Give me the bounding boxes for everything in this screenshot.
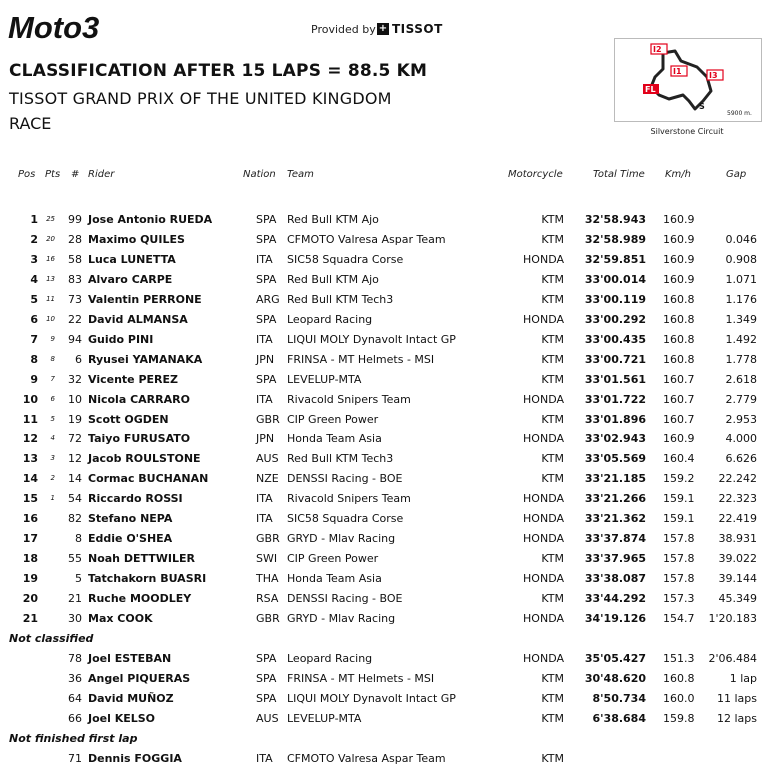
cell-moto: KTM <box>541 452 564 465</box>
cell-moto: HONDA <box>523 492 564 505</box>
col-pos: Pos <box>18 169 36 180</box>
table-row <box>0 472 770 488</box>
table-row <box>0 712 770 728</box>
cell-pts: 6 <box>50 395 55 403</box>
cell-rider: Nicola CARRARO <box>88 393 190 406</box>
cell-pts: 10 <box>46 315 55 323</box>
table-row <box>0 552 770 568</box>
cell-pts: 7 <box>50 375 55 383</box>
cell-rider: Guido PINI <box>88 333 154 346</box>
cell-moto: KTM <box>541 333 564 346</box>
cell-rider: Alvaro CARPE <box>88 273 173 286</box>
circuit-track <box>651 51 711 109</box>
cell-nation: SPA <box>256 373 277 386</box>
table-row <box>0 373 770 389</box>
cell-nation: ARG <box>256 293 280 306</box>
cell-pos: 13 <box>22 452 38 465</box>
cell-nation: GBR <box>256 532 280 545</box>
cell-kmh: 160.0 <box>663 692 695 705</box>
cell-gap: 1.071 <box>725 273 757 286</box>
cell-moto: KTM <box>541 712 564 725</box>
cell-kmh: 151.3 <box>663 652 695 665</box>
cell-nation: JPN <box>256 353 275 366</box>
cell-gap: 1.492 <box>725 333 757 346</box>
cell-time: 33'00.435 <box>584 333 646 346</box>
cell-pos: 3 <box>30 253 38 266</box>
cell-gap: 0.046 <box>725 233 757 246</box>
cell-team: CIP Green Power <box>287 413 379 426</box>
cell-num: 78 <box>68 652 82 665</box>
cell-moto: HONDA <box>523 393 564 406</box>
cell-team: Red Bull KTM Ajo <box>287 213 379 226</box>
table-row <box>0 692 770 708</box>
cell-gap: 1.778 <box>725 353 757 366</box>
cell-rider: Angel PIQUERAS <box>88 672 191 685</box>
table-row <box>0 672 770 688</box>
cell-rider: Dennis FOGGIA <box>88 752 182 765</box>
cell-moto: KTM <box>541 552 564 565</box>
cell-time: 32'59.851 <box>584 253 646 266</box>
cell-pos: 2 <box>30 233 38 246</box>
logo-text: Moto3 <box>8 12 100 42</box>
cell-team: FRINSA - MT Helmets - MSI <box>287 353 435 366</box>
marker-fl: FL <box>645 85 656 94</box>
cell-gap: 22.419 <box>718 512 757 525</box>
cell-time: 34'19.126 <box>584 612 646 625</box>
cell-nation: SPA <box>256 273 277 286</box>
marker-start: S <box>699 102 705 111</box>
cell-kmh: 160.4 <box>663 452 695 465</box>
cell-pts: 5 <box>50 415 55 423</box>
table-row <box>0 353 770 369</box>
cell-kmh: 160.9 <box>663 233 695 246</box>
cell-gap: 2.779 <box>725 393 757 406</box>
session-name: RACE <box>9 114 52 133</box>
cell-kmh: 160.8 <box>663 333 695 346</box>
cell-num: 64 <box>68 692 82 705</box>
cell-kmh: 160.9 <box>663 432 695 445</box>
circuit-map <box>614 38 762 122</box>
cell-nation: AUS <box>256 452 279 465</box>
cell-team: LEVELUP-MTA <box>287 373 362 386</box>
cell-moto: KTM <box>541 692 564 705</box>
cell-kmh: 160.9 <box>663 253 695 266</box>
col-team: Team <box>287 169 314 180</box>
cell-time: 33'00.119 <box>584 293 646 306</box>
cell-moto: KTM <box>541 413 564 426</box>
col-rider: Rider <box>88 169 115 180</box>
cell-kmh: 160.7 <box>663 413 695 426</box>
cell-num: 99 <box>68 213 82 226</box>
cell-team: Honda Team Asia <box>287 432 382 445</box>
cell-nation: RSA <box>256 592 279 605</box>
cell-moto: HONDA <box>523 612 564 625</box>
cell-gap: 6.626 <box>725 452 757 465</box>
cell-nation: SPA <box>256 213 277 226</box>
cell-rider: Taiyo FURUSATO <box>88 432 191 445</box>
cell-gap: 2.618 <box>725 373 757 386</box>
cell-rider: Eddie O'SHEA <box>88 532 173 545</box>
cell-num: 12 <box>68 452 82 465</box>
table-row <box>0 512 770 528</box>
table-row <box>0 233 770 249</box>
circuit-name: Silverstone Circuit <box>650 127 724 136</box>
cell-gap: 11 laps <box>716 692 757 705</box>
cell-moto: KTM <box>541 233 564 246</box>
cell-num: 21 <box>68 592 82 605</box>
sponsor-logo <box>377 22 443 36</box>
cell-nation: SPA <box>256 313 277 326</box>
cell-gap: 22.242 <box>718 472 757 485</box>
cell-team: LIQUI MOLY Dynavolt Intact GP <box>287 692 456 705</box>
cell-gap: 1 lap <box>729 672 757 685</box>
cell-nation: JPN <box>256 432 275 445</box>
cell-moto: KTM <box>541 672 564 685</box>
cell-nation: ITA <box>256 253 273 266</box>
cell-gap: 2.953 <box>725 413 757 426</box>
table-row <box>0 273 770 289</box>
cell-time: 33'37.965 <box>584 552 646 565</box>
table-row <box>0 752 770 768</box>
cell-num: 8 <box>75 532 82 545</box>
table-row <box>0 213 770 229</box>
cell-team: CFMOTO Valresa Aspar Team <box>287 233 446 246</box>
cell-nation: ITA <box>256 492 273 505</box>
tissot-cross-icon: + <box>378 23 388 34</box>
cell-time: 33'44.292 <box>584 592 646 605</box>
cell-nation: ITA <box>256 752 273 765</box>
cell-nation: AUS <box>256 712 279 725</box>
cell-num: 22 <box>68 313 82 326</box>
cell-team: CIP Green Power <box>287 552 379 565</box>
cell-nation: SPA <box>256 233 277 246</box>
table-row <box>0 612 770 628</box>
cell-pos: 4 <box>30 273 38 286</box>
cell-time: 30'48.620 <box>584 672 646 685</box>
cell-rider: Ruche MOODLEY <box>88 592 192 605</box>
cell-nation: NZE <box>256 472 279 485</box>
cell-pos: 1 <box>30 213 38 226</box>
cell-rider: Scott OGDEN <box>88 413 169 426</box>
table-row <box>0 432 770 448</box>
cell-pos: 20 <box>22 592 38 605</box>
page-title: CLASSIFICATION AFTER 15 LAPS = 88.5 KM <box>9 61 428 81</box>
cell-pos: 21 <box>22 612 38 625</box>
cell-team: LIQUI MOLY Dynavolt Intact GP <box>287 333 456 346</box>
sponsor-name: TISSOT <box>392 22 443 36</box>
cell-pts: 2 <box>50 474 55 482</box>
cell-kmh: 160.8 <box>663 293 695 306</box>
cell-kmh: 160.7 <box>663 373 695 386</box>
table-row <box>0 393 770 409</box>
cell-pts: 8 <box>50 355 55 363</box>
cell-gap: 4.000 <box>725 432 757 445</box>
cell-time: 33'00.014 <box>584 273 646 286</box>
cell-pts: 16 <box>46 255 55 263</box>
cell-time: 32'58.989 <box>584 233 646 246</box>
cell-time: 33'21.266 <box>584 492 646 505</box>
cell-num: 73 <box>68 293 82 306</box>
cell-time: 33'00.721 <box>584 353 646 366</box>
cell-moto: HONDA <box>523 512 564 525</box>
cell-pos: 9 <box>30 373 38 386</box>
cell-num: 82 <box>68 512 82 525</box>
cell-time: 35'05.427 <box>584 652 646 665</box>
event-name: TISSOT GRAND PRIX OF THE UNITED KINGDOM <box>9 89 392 108</box>
cell-time: 33'21.185 <box>584 472 646 485</box>
cell-rider: Tatchakorn BUASRI <box>88 572 207 585</box>
cell-num: 36 <box>68 672 82 685</box>
cell-pts: 3 <box>50 454 55 462</box>
cell-time: 33'37.874 <box>584 532 646 545</box>
cell-num: 71 <box>68 752 82 765</box>
cell-pos: 16 <box>22 512 38 525</box>
cell-rider: Ryusei YAMANAKA <box>88 353 203 366</box>
cell-gap: 39.022 <box>718 552 757 565</box>
cell-gap: 1.349 <box>725 313 757 326</box>
cell-pts: 1 <box>50 494 55 502</box>
cell-team: SIC58 Squadra Corse <box>287 512 404 525</box>
cell-moto: KTM <box>541 373 564 386</box>
cell-team: CFMOTO Valresa Aspar Team <box>287 752 446 765</box>
cell-moto: HONDA <box>523 253 564 266</box>
cell-rider: Luca LUNETTA <box>88 253 176 266</box>
cell-pos: 7 <box>30 333 38 346</box>
cell-pts: 4 <box>50 434 55 442</box>
cell-kmh: 160.8 <box>663 672 695 685</box>
cell-num: 6 <box>75 353 82 366</box>
table-row <box>0 253 770 269</box>
cell-num: 54 <box>68 492 82 505</box>
cell-num: 94 <box>68 333 82 346</box>
cell-team: Rivacold Snipers Team <box>287 393 411 406</box>
cell-pos: 15 <box>22 492 38 505</box>
cell-nation: THA <box>256 572 279 585</box>
cell-kmh: 160.9 <box>663 273 695 286</box>
cell-rider: Joel KELSO <box>88 712 156 725</box>
cell-kmh: 159.2 <box>663 472 695 485</box>
cell-pos: 17 <box>22 532 38 545</box>
cell-rider: Jacob ROULSTONE <box>88 452 201 465</box>
cell-team: Red Bull KTM Tech3 <box>287 293 394 306</box>
col-kmh: Km/h <box>665 169 692 180</box>
cell-num: 28 <box>68 233 82 246</box>
table-row <box>0 333 770 349</box>
cell-time: 33'05.569 <box>584 452 646 465</box>
cell-nation: SPA <box>256 652 277 665</box>
cell-kmh: 157.8 <box>663 552 695 565</box>
section-label: Not classified <box>9 632 94 645</box>
cell-pts: 13 <box>46 275 55 283</box>
table-row <box>0 532 770 548</box>
cell-moto: KTM <box>541 592 564 605</box>
cell-time: 8'50.734 <box>592 692 646 705</box>
cell-moto: KTM <box>541 752 564 765</box>
cell-gap: 1.176 <box>725 293 757 306</box>
marker-i1: I1 <box>673 67 682 76</box>
cell-time: 33'02.943 <box>584 432 646 445</box>
cell-kmh: 159.1 <box>663 492 695 505</box>
cell-moto: KTM <box>541 353 564 366</box>
cell-pos: 11 <box>22 413 38 426</box>
cell-nation: SPA <box>256 672 277 685</box>
cell-rider: Maximo QUILES <box>88 233 185 246</box>
cell-kmh: 157.8 <box>663 572 695 585</box>
cell-num: 83 <box>68 273 82 286</box>
table-row <box>0 413 770 429</box>
table-row <box>0 592 770 608</box>
cell-rider: David MUÑOZ <box>88 692 174 705</box>
cell-time: 33'00.292 <box>584 313 646 326</box>
cell-gap: 45.349 <box>718 592 757 605</box>
cell-moto: HONDA <box>523 432 564 445</box>
cell-kmh: 154.7 <box>663 612 695 625</box>
cell-nation: GBR <box>256 413 280 426</box>
cell-num: 30 <box>68 612 82 625</box>
cell-moto: KTM <box>541 472 564 485</box>
moto3-logo <box>8 12 160 42</box>
cell-kmh: 160.7 <box>663 393 695 406</box>
cell-kmh: 159.1 <box>663 512 695 525</box>
cell-gap: 0.908 <box>725 253 757 266</box>
cell-rider: Max COOK <box>88 612 153 625</box>
cell-kmh: 157.8 <box>663 532 695 545</box>
cell-time: 33'01.722 <box>584 393 646 406</box>
table-row <box>0 572 770 588</box>
cell-team: Leopard Racing <box>287 652 373 665</box>
cell-team: DENSSI Racing - BOE <box>287 472 403 485</box>
cell-rider: Vicente PEREZ <box>88 373 178 386</box>
cell-gap: 2'06.484 <box>708 652 757 665</box>
cell-rider: Riccardo ROSSI <box>88 492 183 505</box>
cell-pts: 20 <box>46 235 55 243</box>
cell-nation: SWI <box>256 552 278 565</box>
cell-nation: ITA <box>256 512 273 525</box>
cell-rider: Noah DETTWILER <box>88 552 195 565</box>
cell-pts: 25 <box>46 215 55 223</box>
cell-team: SIC58 Squadra Corse <box>287 253 404 266</box>
cell-rider: Stefano NEPA <box>88 512 173 525</box>
cell-team: GRYD - Mlav Racing <box>287 532 396 545</box>
cell-nation: SPA <box>256 692 277 705</box>
cell-time: 33'21.362 <box>584 512 646 525</box>
cell-nation: GBR <box>256 612 280 625</box>
cell-moto: HONDA <box>523 572 564 585</box>
cell-pts: 9 <box>50 335 55 343</box>
cell-moto: KTM <box>541 293 564 306</box>
marker-i2: I2 <box>653 45 662 54</box>
cell-rider: Jose Antonio RUEDA <box>88 213 213 226</box>
section-label: Not finished first lap <box>9 732 138 745</box>
cell-kmh: 160.9 <box>663 213 695 226</box>
cell-rider: Valentin PERRONE <box>88 293 202 306</box>
cell-pos: 19 <box>22 572 38 585</box>
cell-kmh: 157.3 <box>663 592 695 605</box>
cell-num: 58 <box>68 253 82 266</box>
cell-gap: 12 laps <box>716 712 757 725</box>
cell-time: 33'01.896 <box>584 413 646 426</box>
cell-team: GRYD - Mlav Racing <box>287 612 396 625</box>
cell-moto: KTM <box>541 213 564 226</box>
cell-num: 5 <box>75 572 82 585</box>
cell-kmh: 160.8 <box>663 313 695 326</box>
cell-team: Red Bull KTM Tech3 <box>287 452 394 465</box>
cell-pts: 11 <box>46 295 55 303</box>
col-gap: Gap <box>726 169 747 180</box>
cell-pos: 8 <box>30 353 38 366</box>
cell-rider: Cormac BUCHANAN <box>88 472 209 485</box>
cell-num: 10 <box>68 393 82 406</box>
cell-moto: KTM <box>541 273 564 286</box>
cell-time: 33'01.561 <box>584 373 646 386</box>
cell-team: LEVELUP-MTA <box>287 712 362 725</box>
cell-pos: 10 <box>22 393 38 406</box>
cell-moto: HONDA <box>523 652 564 665</box>
cell-gap: 38.931 <box>718 532 757 545</box>
cell-time: 33'38.087 <box>584 572 646 585</box>
marker-i3: I3 <box>709 71 718 80</box>
cell-nation: ITA <box>256 333 273 346</box>
cell-pos: 18 <box>22 552 38 565</box>
cell-kmh: 159.8 <box>663 712 695 725</box>
cell-gap: 39.144 <box>718 572 757 585</box>
cell-rider: Joel ESTEBAN <box>88 652 172 665</box>
cell-moto: HONDA <box>523 532 564 545</box>
table-row <box>0 293 770 309</box>
cell-num: 19 <box>68 413 82 426</box>
col-num: # <box>71 169 80 180</box>
col-motorcycle: Motorcycle <box>508 169 563 180</box>
table-row <box>0 652 770 668</box>
cell-team: FRINSA - MT Helmets - MSI <box>287 672 435 685</box>
cell-num: 32 <box>68 373 82 386</box>
cell-pos: 6 <box>30 313 38 326</box>
cell-num: 55 <box>68 552 82 565</box>
table-row <box>0 452 770 468</box>
cell-moto: HONDA <box>523 313 564 326</box>
provided-by-label: Provided by <box>311 23 376 36</box>
cell-time: 32'58.943 <box>584 213 646 226</box>
cell-team: Rivacold Snipers Team <box>287 492 411 505</box>
cell-gap: 22.323 <box>718 492 757 505</box>
cell-kmh: 160.8 <box>663 353 695 366</box>
cell-rider: David ALMANSA <box>88 313 188 326</box>
cell-num: 14 <box>68 472 82 485</box>
cell-nation: ITA <box>256 393 273 406</box>
cell-num: 66 <box>68 712 82 725</box>
table-row <box>0 313 770 329</box>
cell-pos: 5 <box>30 293 38 306</box>
col-nation: Nation <box>243 169 276 180</box>
cell-team: Honda Team Asia <box>287 572 382 585</box>
cell-team: Red Bull KTM Ajo <box>287 273 379 286</box>
cell-team: DENSSI Racing - BOE <box>287 592 403 605</box>
table-header <box>0 169 770 183</box>
circuit-length: 5900 m. <box>727 110 752 117</box>
cell-time: 6'38.684 <box>592 712 646 725</box>
col-total-time: Total Time <box>593 169 645 180</box>
table-row <box>0 492 770 508</box>
cell-team: Leopard Racing <box>287 313 373 326</box>
cell-pos: 14 <box>22 472 38 485</box>
cell-gap: 1'20.183 <box>708 612 757 625</box>
cell-pos: 12 <box>22 432 38 445</box>
col-pts: Pts <box>45 169 61 180</box>
cell-num: 72 <box>68 432 82 445</box>
